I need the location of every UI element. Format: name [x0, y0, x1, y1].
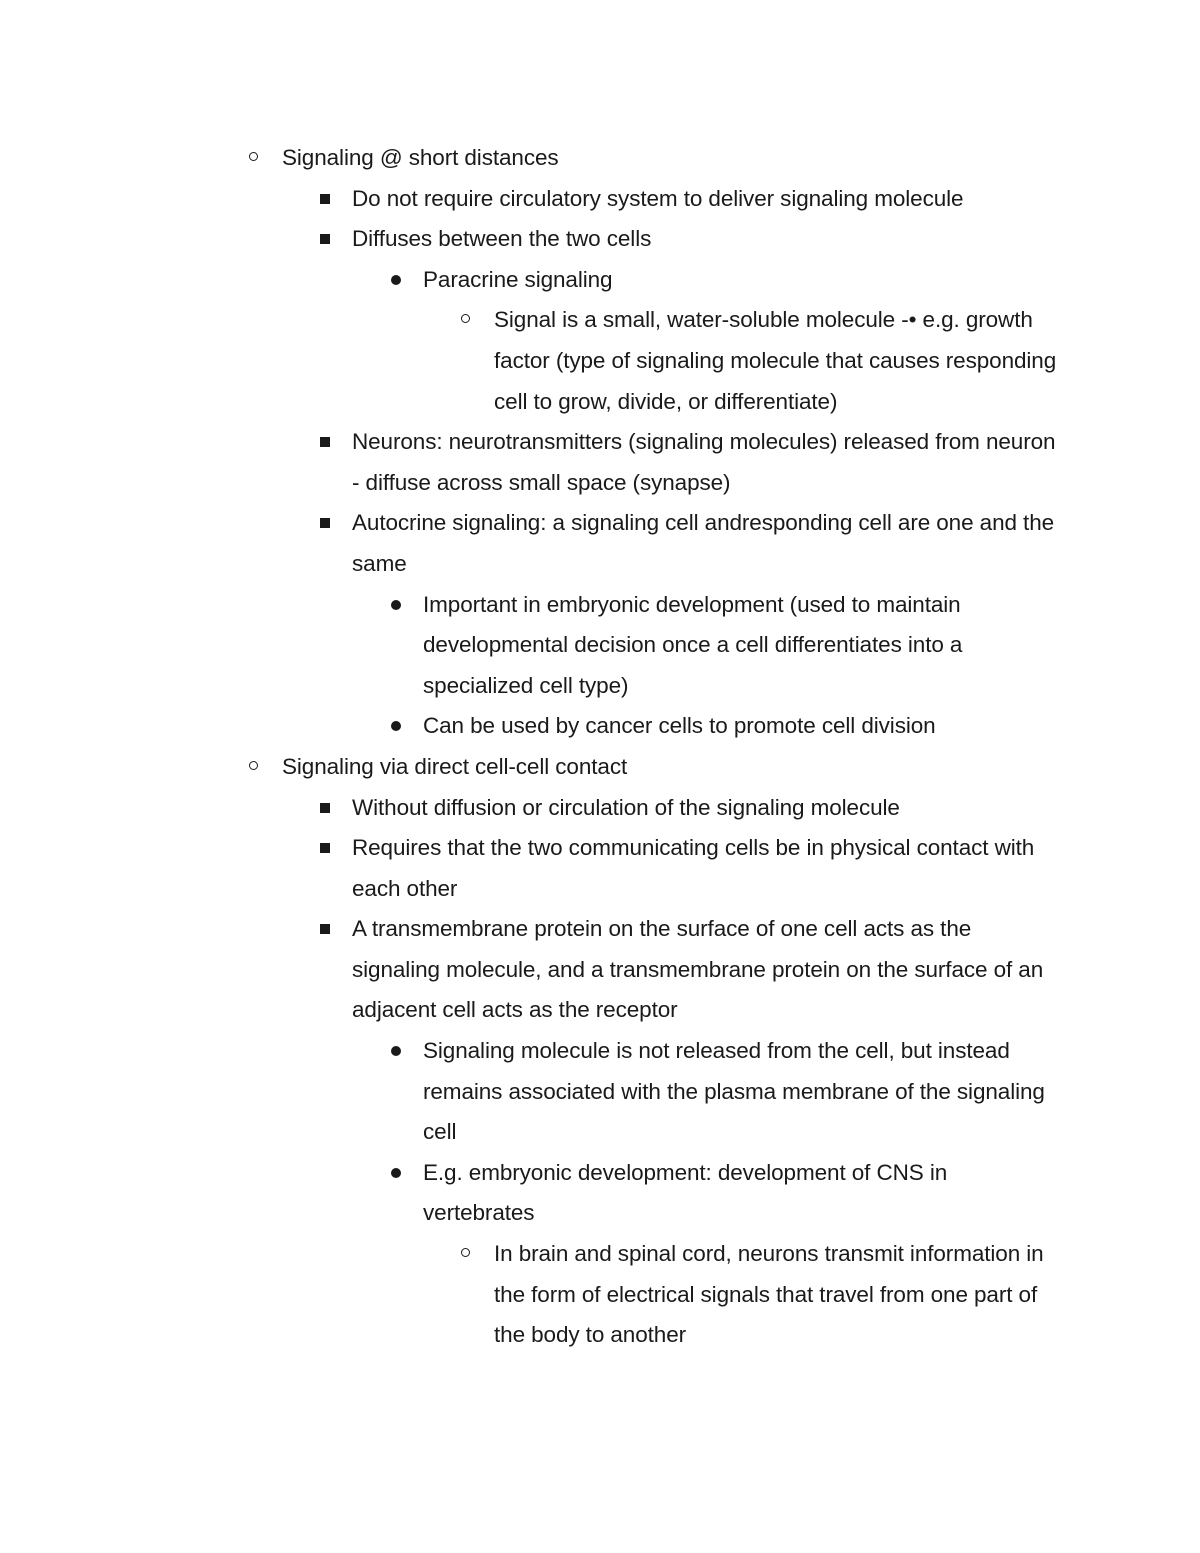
list-item: [0, 260, 1063, 301]
list-item: [0, 179, 1062, 220]
filled-circle-bullet-icon: [391, 721, 401, 731]
list-item-text: Paracrine signaling: [423, 266, 613, 292]
list-item: [0, 1153, 1063, 1234]
list-item-text: Can be used by cancer cells to promote cell division: [423, 713, 936, 739]
list-item-text: E.g. embryonic development: development of CNS in vertebrates: [423, 1159, 948, 1226]
list-item: [0, 585, 1063, 707]
square-bullet-icon: [320, 518, 330, 528]
list-item-text: Neurons: neurotransmitters (signaling molecules) released from neuron - diffuse across small space (synapse): [352, 429, 1056, 495]
list-item: [0, 706, 1063, 747]
filled-circle-bullet-icon: [391, 600, 401, 610]
list-item-text: Requires that the two communicating cells be in physical contact with each other: [352, 835, 1035, 901]
square-bullet-icon: [320, 234, 330, 244]
list-item: [0, 788, 1062, 829]
square-bullet-icon: [320, 924, 330, 934]
list-item-text: Important in embryonic development (used to maintain developmental decision once a cell differentiates into a specialized cell type): [423, 591, 963, 698]
list-item: [0, 828, 1062, 909]
square-bullet-icon: [320, 194, 330, 204]
hollow-circle-bullet-icon: [249, 152, 258, 161]
list-item: [0, 300, 1064, 422]
square-bullet-icon: [320, 803, 330, 813]
square-bullet-icon: [320, 843, 330, 853]
hollow-circle-bullet-icon: [249, 761, 258, 770]
square-bullet-icon: [320, 437, 330, 447]
bullet-list: [0, 138, 1200, 1356]
list-item: [0, 219, 1062, 260]
list-item: [0, 747, 1062, 788]
list-item-text: Signaling @ short distances: [282, 145, 559, 170]
list-item-text: Autocrine signaling: a signaling cell andresponding cell are one and the same: [352, 510, 1055, 576]
hollow-circle-bullet-icon: [461, 1248, 470, 1257]
filled-circle-bullet-icon: [391, 1046, 401, 1056]
hollow-circle-bullet-icon: [461, 314, 470, 323]
filled-circle-bullet-icon: [391, 275, 401, 285]
list-item-text: Signal is a small, water-soluble molecule -• e.g. growth factor (type of signaling molecule that causes responding cell to grow, divide, or differentiate): [494, 307, 1057, 414]
list-item-text: Signaling via direct cell-cell contact: [282, 753, 628, 779]
list-item-text: Do not require circulatory system to deliver signaling molecule: [352, 185, 964, 211]
list-item: [0, 1031, 1063, 1153]
list-item-text: Signaling molecule is not released from the cell, but instead remains associated with the plasma membrane of the signaling cell: [423, 1038, 1045, 1145]
list-item-text: Without diffusion or circulation of the signaling molecule: [352, 794, 900, 820]
list-item-text: In brain and spinal cord, neurons transmit information in the form of electrical signals that travel from one part of the body to another: [494, 1241, 1044, 1348]
list-item: [0, 1234, 1064, 1356]
filled-circle-bullet-icon: [391, 1168, 401, 1178]
list-item-text: A transmembrane protein on the surface of one cell acts as the signaling molecule, and a transmembrane protein on the surface of an adjacent cell acts as the receptor: [352, 916, 1044, 1023]
list-item-text: Diffuses between the two cells: [352, 226, 652, 252]
list-item: [0, 503, 1062, 584]
list-item: [0, 138, 1062, 179]
list-item: [0, 422, 1062, 503]
list-item: [0, 909, 1062, 1031]
